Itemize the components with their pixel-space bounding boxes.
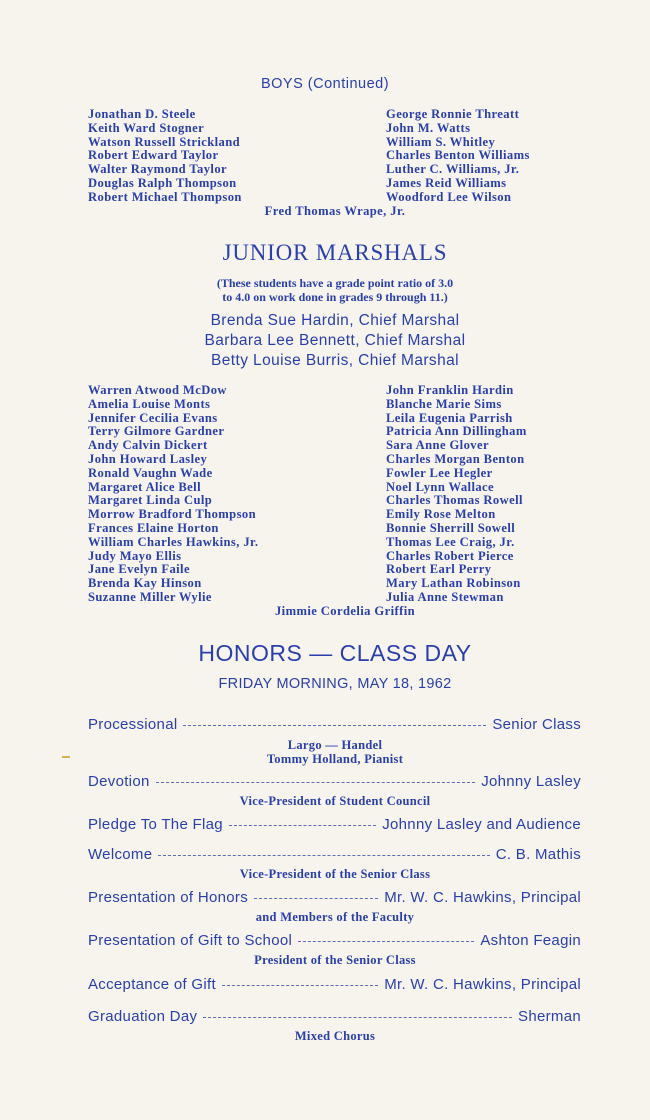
dotted-leader	[229, 825, 376, 826]
program-item-note	[0, 867, 650, 881]
boys-center-name: Fred Thomas Wrape, Jr.	[264, 204, 406, 218]
program-item-acceptance-of-gift	[88, 976, 581, 993]
program-item-performer: Mr. W. C. Hawkins, Principal	[384, 976, 581, 993]
list-item: Suzanne Miller Wylie	[88, 589, 212, 604]
boys-names-right-column	[386, 108, 530, 205]
list-item: Woodford Lee Wilson	[386, 189, 512, 204]
note-line: Mixed Chorus	[294, 1029, 376, 1043]
dotted-leader	[158, 855, 489, 856]
program-item-label: Presentation of Honors	[88, 889, 249, 906]
chief-marshal: Betty Louise Burris, Chief Marshal	[211, 352, 459, 369]
list-item: Julia Anne Stewman	[386, 589, 504, 604]
note-line: Vice-President of the Senior Class	[239, 867, 431, 881]
note-line: Vice-President of Student Council	[239, 794, 431, 808]
list-item: Brenda Kay Hinson	[88, 576, 202, 591]
list-item: Jonathan D. Steele	[88, 107, 196, 121]
list-item: Charles Morgan Benton	[386, 451, 525, 466]
program-item-processional	[88, 716, 581, 733]
note-line: to 4.0 on work done in grades 9 through 11.)	[222, 290, 448, 304]
list-item: Amelia Louise Monts	[88, 396, 211, 411]
list-item: Watson Russell Strickland	[88, 134, 241, 149]
program-item-performer: Johnny Lasley and Audience	[382, 816, 581, 833]
honors-date: FRIDAY MORNING, MAY 18, 1962	[218, 676, 452, 692]
program-item-performer: Senior Class	[492, 716, 581, 733]
list-item: Bonnie Sherrill Sowell	[386, 520, 516, 535]
list-item: Leila Eugenia Parrish	[386, 410, 513, 425]
chief-marshals	[0, 311, 650, 371]
marshals-left-column	[88, 384, 258, 605]
list-item: Luther C. Williams, Jr.	[386, 162, 520, 177]
marshals-right-column	[386, 384, 527, 605]
program-item-label: Devotion	[88, 773, 150, 790]
note-line: Tommy Holland, Pianist	[266, 752, 404, 766]
program-item-welcome	[88, 846, 581, 863]
list-item: Walter Raymond Taylor	[88, 162, 228, 177]
list-item: Fowler Lee Hegler	[386, 465, 493, 480]
list-item: Douglas Ralph Thompson	[88, 175, 237, 190]
program-item-note	[0, 953, 650, 967]
list-item: Robert Michael Thompson	[88, 189, 242, 204]
program-item-label: Acceptance of Gift	[88, 976, 216, 993]
boys-continued-heading: BOYS (Continued)	[260, 76, 390, 92]
list-item: Mary Lathan Robinson	[386, 576, 521, 591]
program-item-note	[0, 794, 650, 808]
honors-class-day-heading: HONORS — CLASS DAY	[198, 640, 472, 666]
dotted-leader	[183, 725, 486, 726]
list-item: Keith Ward Stogner	[88, 120, 205, 135]
list-item: Terry Gilmore Gardner	[88, 424, 225, 439]
program-item-performer: Ashton Feagin	[480, 932, 581, 949]
boys-names-left-column	[88, 108, 242, 205]
list-item: Judy Mayo Ellis	[88, 548, 182, 563]
program-item-pledge	[88, 816, 581, 833]
list-item: Jennifer Cecilia Evans	[88, 410, 218, 425]
list-item: Margaret Linda Culp	[88, 493, 213, 508]
list-item: Frances Elaine Horton	[88, 520, 219, 535]
program-item-graduation-day	[88, 1008, 581, 1025]
program-item-performer: Mr. W. C. Hawkins, Principal	[384, 889, 581, 906]
program-item-label: Processional	[88, 716, 178, 733]
program-item-performer: Sherman	[518, 1008, 581, 1025]
chief-marshal: Barbara Lee Bennett, Chief Marshal	[204, 332, 466, 349]
list-item: John M. Watts	[386, 120, 471, 135]
program-item-label: Welcome	[88, 846, 153, 863]
list-item: Margaret Alice Bell	[88, 479, 201, 494]
list-item: Morrow Bradford Thompson	[88, 507, 256, 522]
note-line: Largo — Handel	[287, 738, 383, 752]
list-item: William Charles Hawkins, Jr.	[88, 534, 259, 549]
dotted-leader	[156, 782, 476, 783]
program-item-label: Presentation of Gift to School	[88, 932, 293, 949]
junior-marshals-heading: JUNIOR MARSHALS	[222, 240, 448, 265]
list-item: William S. Whitley	[386, 134, 496, 149]
dotted-leader	[222, 985, 378, 986]
program-item-note	[0, 1029, 650, 1043]
program-item-performer: C. B. Mathis	[495, 846, 581, 863]
list-item: George Ronnie Threatt	[386, 107, 520, 121]
program-item-label: Graduation Day	[88, 1008, 198, 1025]
list-item: Blanche Marie Sims	[386, 396, 502, 411]
note-line: (These students have a grade point ratio of 3.0	[216, 276, 454, 290]
list-item: John Franklin Hardin	[386, 383, 514, 397]
list-item: Sara Anne Glover	[386, 438, 489, 453]
junior-marshals-note	[0, 276, 650, 304]
list-item: Charles Thomas Rowell	[386, 493, 523, 508]
marshals-center-name: Jimmie Cordelia Griffin	[274, 604, 415, 618]
program-item-performer: Johnny Lasley	[481, 773, 581, 790]
list-item: Thomas Lee Craig, Jr.	[386, 534, 515, 549]
list-item: John Howard Lasley	[88, 451, 208, 466]
list-item: Robert Edward Taylor	[88, 148, 219, 163]
list-item: Ronald Vaughn Wade	[88, 465, 213, 480]
program-item-devotion	[88, 773, 581, 790]
list-item: Warren Atwood McDow	[88, 383, 227, 397]
program-item-label: Pledge To The Flag	[88, 816, 223, 833]
dotted-leader	[254, 898, 378, 899]
list-item: James Reid Williams	[386, 175, 507, 190]
list-item: Charles Robert Pierce	[386, 548, 514, 563]
list-item: Jane Evelyn Faile	[88, 562, 190, 577]
list-item: Charles Benton Williams	[386, 148, 530, 163]
list-item: Noel Lynn Wallace	[386, 479, 495, 494]
dotted-leader	[298, 941, 474, 942]
note-line: and Members of the Faculty	[255, 910, 415, 924]
program-item-note	[0, 910, 650, 924]
list-item: Andy Calvin Dickert	[88, 438, 208, 453]
list-item: Robert Earl Perry	[386, 562, 492, 577]
chief-marshal: Brenda Sue Hardin, Chief Marshal	[210, 312, 460, 329]
program-item-presentation-of-honors	[88, 889, 581, 906]
note-line: President of the Senior Class	[254, 953, 416, 967]
program-item-note	[0, 738, 650, 766]
list-item: Patricia Ann Dillingham	[386, 424, 527, 439]
dotted-leader	[203, 1017, 512, 1018]
list-item: Emily Rose Melton	[386, 507, 496, 522]
program-item-presentation-of-gift	[88, 932, 581, 949]
